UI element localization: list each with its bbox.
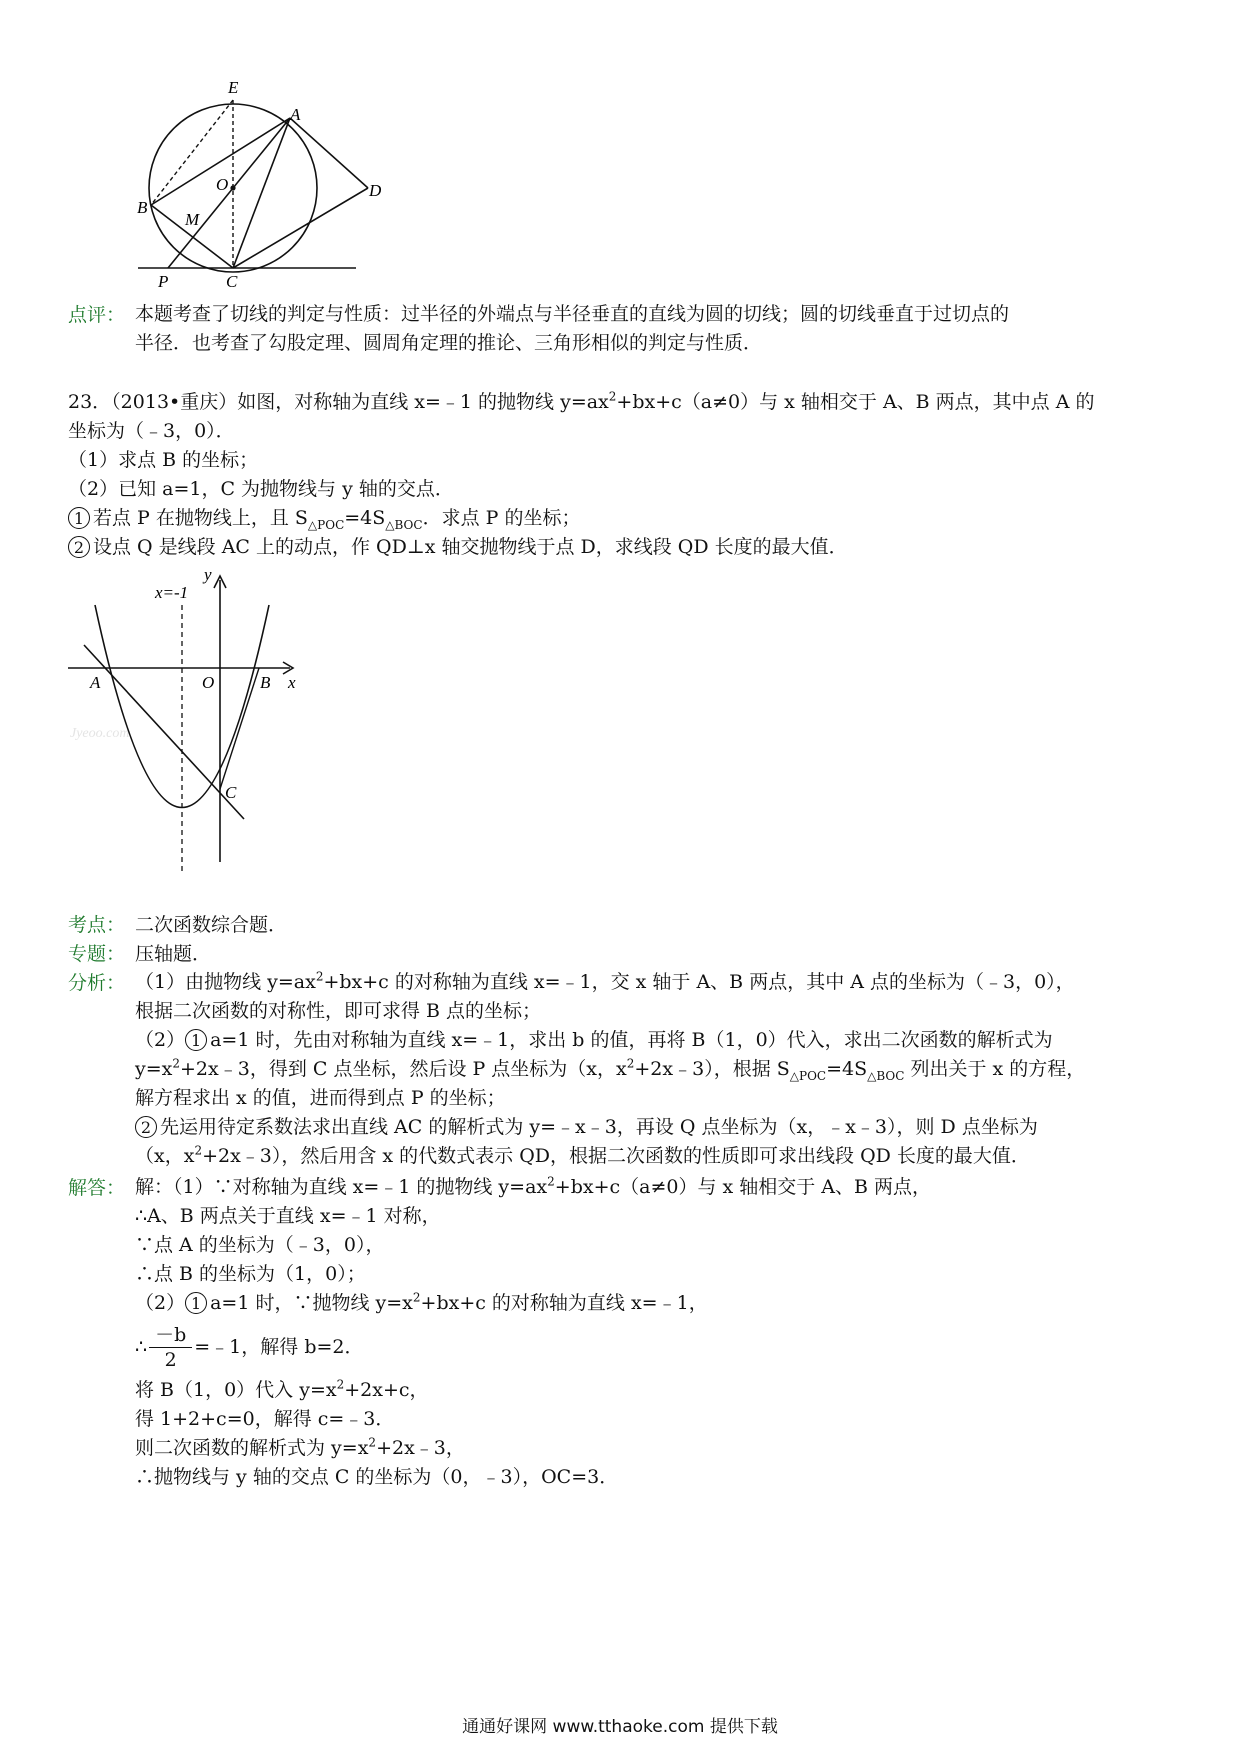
label-y: y <box>204 565 212 584</box>
problem-line-5: 1 若点 P 在抛物线上，且 $S_{\triangle POC}=4S_{\triangle BOC}$．求点 P 的坐标； <box>68 504 1094 533</box>
parabola-figure <box>60 560 320 885</box>
jieda-line-2: ∴A、B 两点关于直线 x=﹣1 对称， <box>135 1205 441 1227</box>
label-b2: B <box>260 673 271 692</box>
fenxi-line-2: 根据二次函数的对称性，即可求得 B 点的坐标； <box>135 1000 542 1022</box>
zhuanti-text: 压轴题． <box>135 943 212 965</box>
label-o: O <box>216 175 229 194</box>
line-bc <box>220 668 259 789</box>
comment-line-1: 本题考查了切线的判定与性质：过半径的外端点与半径垂直的直线为圆的切线；圆的切线垂直于过切点的 <box>135 303 1010 325</box>
fenxi-line-3: （2） 1 a=1 时，先由对称轴为直线 x=﹣1，求出 b 的值，再将 B（1，0）代入，求出二次函数的解析式为 <box>135 1029 1053 1051</box>
fenxi-line-7: （x，$x^2+2x﹣3$），然后用含 x 的代数式表示 QD，根据二次函数的性质即可求出线段 QD 长度的最大值． <box>135 1143 1030 1167</box>
line-cd <box>233 188 368 268</box>
comment-line-2: 半径．也考查了勾股定理、圆周角定理的推论、三角形相似的判定与性质． <box>135 332 763 354</box>
comment-label: 点评： <box>68 304 126 326</box>
label-m: M <box>185 210 200 229</box>
circled-number: 2 <box>135 1116 157 1138</box>
watermark: Jyeoo.com <box>70 726 130 741</box>
center-dot <box>230 185 235 190</box>
kaodian-label: 考点： <box>68 914 126 936</box>
fenxi-line-1: （1）由抛物线 $y=ax^2+bx+c$ 的对称轴为直线 x=﹣1，交 x 轴于 A、B 两点，其中 A 点的坐标为（﹣3，0）， <box>135 969 1075 993</box>
fenxi-line-6: 2 先运用待定系数法求出直线 AC 的解析式为 y=﹣x﹣3，再设 Q 点坐标为（x，﹣x﹣3），则 D 点坐标为 <box>135 1113 1085 1142</box>
label-c: C <box>226 272 238 291</box>
jieda-line-4: ∴点 B 的坐标为（1，0）； <box>135 1263 366 1285</box>
zhuanti-label: 专题： <box>68 943 126 965</box>
circle-figure <box>137 75 460 330</box>
jieda-line-5: （2） 1 a=1 时，∵抛物线 $y=x^2+bx+c$ 的对称轴为直线 x=﹣1， <box>135 1290 708 1314</box>
problem-line-6: 2 设点 Q 是线段 AC 上的动点，作 QD⊥x 轴交抛物线于点 D，求线段 QD 长度的最大值． <box>68 533 1094 562</box>
label-a2: A <box>90 673 101 692</box>
fenxi-text <box>135 968 1085 1171</box>
kaodian-text: 二次函数综合题． <box>135 914 288 936</box>
comment-text <box>135 300 1009 358</box>
problem-line-4: （2）已知 a=1，C 为抛物线与 y 轴的交点． <box>68 478 454 500</box>
fenxi-label: 分析： <box>68 972 126 994</box>
jieda-line-8: 得 1+2+c=0，解得 c=﹣3． <box>135 1408 395 1430</box>
problem-line-2: 坐标为（﹣3，0）． <box>68 420 235 442</box>
problem-line-3: （1）求点 B 的坐标； <box>68 449 259 471</box>
circled-number: 2 <box>68 536 90 558</box>
label-c2: C <box>225 783 237 802</box>
jieda-line-9: 则二次函数的解析式为 $y=x^2+2x﹣3$， <box>135 1435 465 1459</box>
label-p: P <box>158 272 169 291</box>
jieda-line-6: ∴ $\frac{-b}{2}$ =﹣1，解得 b=2． <box>135 1323 364 1371</box>
fenxi-line-4: $y=x^2+2x﹣3$，得到 C 点坐标，然后设 P 点坐标为（x，$x^2+2x﹣3$），根据 $S_{\triangle POC}=4S_{\triangle BOC}$ 列出关于 x 的方程， <box>135 1056 1086 1083</box>
problem-line-1: 23．（2013•重庆）如图，对称轴为直线 x=﹣1 的抛物线 $y=ax^2+bx+c(a\ne 0)$与 x 轴相交于 A、B 两点，其中点 A 的 <box>68 389 1095 413</box>
axis-label-x-eq: x=-1 <box>155 583 189 602</box>
label-o2: O <box>202 673 215 692</box>
label-a: A <box>290 105 301 124</box>
jieda-line-7: 将 B（1，0）代入 $y=x^2+2x+c$， <box>135 1377 429 1401</box>
circled-number: 1 <box>68 507 90 529</box>
circled-number: 1 <box>185 1292 207 1314</box>
page-footer: 通通好课网 www.tthaoke.com 提供下载 <box>462 1717 778 1737</box>
jieda-label: 解答： <box>68 1177 126 1199</box>
label-x: x <box>288 673 296 692</box>
label-d: D <box>369 181 382 200</box>
jieda-text <box>135 1173 931 1492</box>
fenxi-line-5: 解方程求出 x 的值，进而得到点 P 的坐标； <box>135 1087 506 1109</box>
jieda-line-10: ∴抛物线与 y 轴的交点 C 的坐标为（0，﹣3），OC=3． <box>135 1466 619 1488</box>
fraction: $\frac{-b}{2}$ <box>149 1323 192 1372</box>
chord-ac <box>233 118 290 268</box>
line-ad <box>290 118 368 188</box>
jieda-line-1: 解：（1）∵对称轴为直线 x=﹣1 的抛物线 $y=ax^2+bx+c(a\ne 0)$与 x 轴相交于 A、B 两点， <box>135 1174 932 1198</box>
label-e: E <box>228 78 239 97</box>
label-b: B <box>137 198 148 217</box>
problem-statement <box>68 388 1094 562</box>
jieda-line-3: ∵点 A 的坐标为（﹣3，0）， <box>135 1234 385 1256</box>
circled-number: 1 <box>185 1029 207 1051</box>
